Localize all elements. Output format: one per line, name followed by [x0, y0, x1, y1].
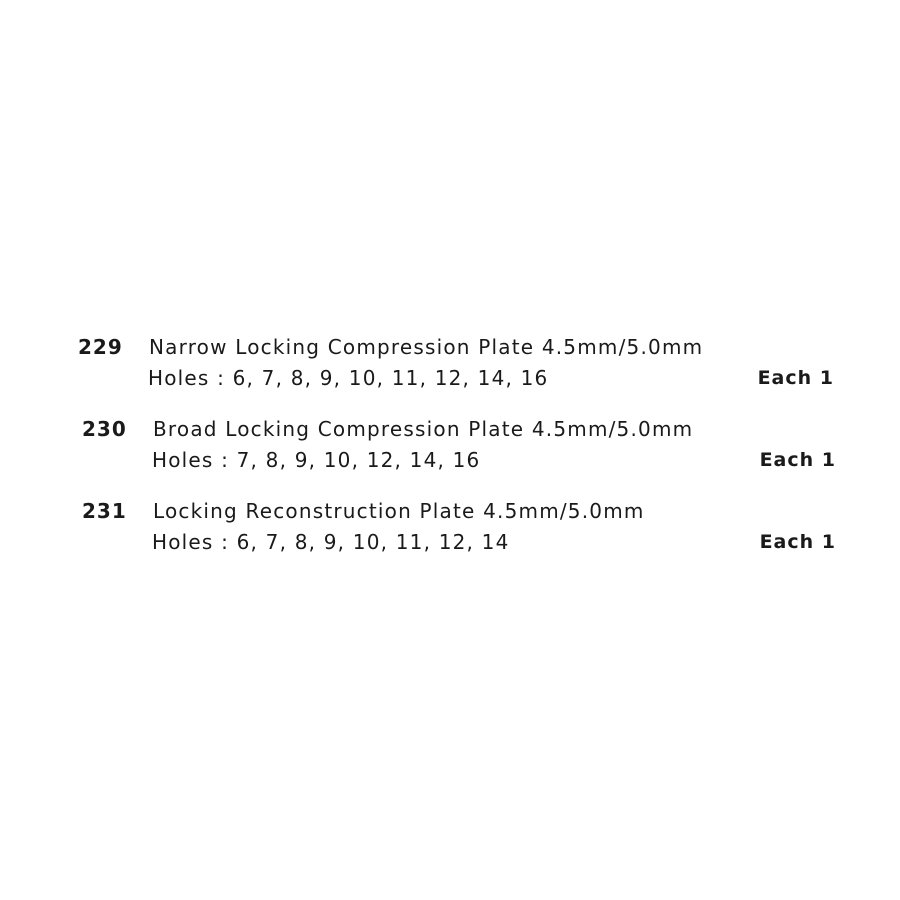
item-number: 229	[78, 335, 123, 359]
item-title: Narrow Locking Compression Plate 4.5mm/5.0mm	[149, 335, 704, 359]
catalog-item	[0, 417, 900, 487]
item-title: Broad Locking Compression Plate 4.5mm/5.0mm	[153, 417, 694, 441]
item-number: 230	[82, 417, 127, 441]
item-holes: Holes : 6, 7, 8, 9, 10, 11, 12, 14, 16	[148, 366, 549, 390]
item-title: Locking Reconstruction Plate 4.5mm/5.0mm	[153, 499, 645, 523]
item-unit: Each 1	[759, 531, 836, 553]
item-number: 231	[82, 499, 127, 523]
item-holes: Holes : 6, 7, 8, 9, 10, 11, 12, 14	[152, 530, 510, 554]
item-unit: Each 1	[757, 367, 834, 389]
catalog-item	[0, 335, 900, 405]
catalog-item	[0, 499, 900, 569]
item-holes: Holes : 7, 8, 9, 10, 12, 14, 16	[152, 448, 481, 472]
item-unit: Each 1	[759, 449, 836, 471]
